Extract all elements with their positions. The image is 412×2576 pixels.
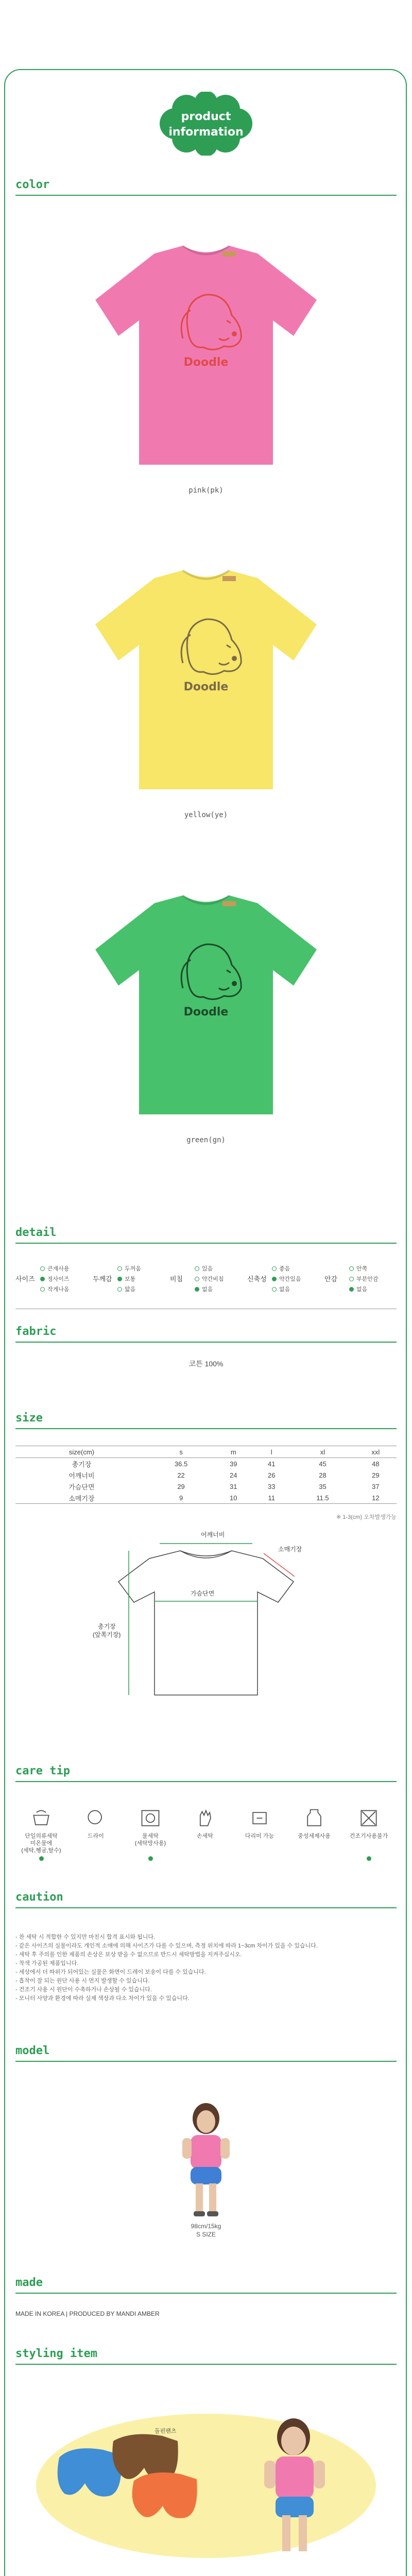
dry-clean-icon [84,1807,107,1829]
caution-item: - 세탁 후 주의를 인한 제품의 손상은 보상 받을 수 없으므로 반드시 세탁방법을 지켜주십시오. [15,1952,242,1958]
caution-list [15,1933,397,2003]
detail-option [117,1285,135,1293]
table-cell: 12 [372,1494,380,1502]
detail-head: 사이즈 [15,1275,35,1283]
option-dot [117,1277,122,1281]
care-item [70,1807,122,1854]
option-label: 약간있음 [279,1276,301,1282]
caution-item: - 착색 가공된 제품입니다. [15,1960,79,1967]
care-label: 단일의류세탁 미온물에 (세탁,헹굼,탈수) [21,1833,61,1854]
table-cell: 9 [179,1494,183,1502]
detail-option [272,1264,290,1273]
option-label: 작게나옴 [47,1286,70,1293]
styling-tag: 돌핀팬츠 [154,2428,177,2434]
measure-shoulder-label: 어깨너비 [201,1531,225,1538]
option-dot [272,1277,277,1281]
detail-option [117,1264,141,1273]
fabric-text: 코튼 100% [188,1360,224,1368]
detail-head: 두께감 [93,1275,112,1283]
table-cell: 11.5 [316,1494,329,1502]
product-information-badge [150,92,262,156]
section-rule [15,1243,397,1244]
option-dot [272,1287,277,1292]
caution-item: - 같은 사이즈의 실물이라도 개인적 소매에 의해 사이즈가 다를 수 있으며, 측정 위치에 따라 1~3cm 차이가 있을 수 있습니다. [15,1943,318,1949]
model-caption-1: 98cm/15kg [191,2223,221,2230]
table-header-cell: size(cm) [15,1446,148,1458]
detail-option [349,1264,367,1273]
table-cell: 41 [268,1460,276,1468]
caution-item: - 세상에서 더 따위가 되어있는 실물은 화면이 드레이 보송이 다를 수 있습니다. [15,1969,206,1975]
section-title-caution: caution [15,1891,63,1904]
section-title-care-tip: care tip [15,1765,70,1777]
care-label: 건조기사용불가 [349,1833,388,1839]
care-item [15,1807,67,1861]
detail-option [272,1285,290,1293]
hand-icon [194,1807,216,1829]
table-cell: 48 [372,1460,380,1468]
shirt-pink [77,233,335,475]
section-title-styling-item: styling item [15,2347,97,2360]
table-cell: 29 [177,1482,185,1490]
option-dot [195,1277,199,1281]
detail-head: 비침 [170,1275,183,1283]
table-header-cell: l [252,1446,290,1458]
section-rule [15,1907,397,1908]
option-dot [349,1266,354,1271]
shirt-print-text: Doodle [183,1006,229,1019]
no-dryer-icon [357,1807,380,1829]
detail-option [349,1275,379,1283]
styling-image [15,2380,397,2566]
table-cell: 24 [230,1471,237,1479]
color-label-yellow: yellow(ye) [184,811,228,819]
section-title-detail: detail [15,1226,57,1239]
table-header-cell: xl [290,1446,354,1458]
table-cell: 45 [319,1460,327,1468]
caution-item: - 흡착이 잘 되는 원단 사용 시 먼지 발생할 수 있습니다. [15,1978,150,1984]
shirt-print-text: Doodle [183,681,229,693]
measure-length-sublabel: (앞쪽기장) [93,1631,121,1638]
care-label: 물세탁 (세탁망사용) [134,1833,166,1846]
section-title-model: model [15,2044,50,2057]
shirt-green [77,883,335,1125]
detail-option [40,1275,70,1283]
shirt-body [95,570,317,789]
table-cell: 29 [372,1471,380,1479]
detail-head: 안감 [324,1275,338,1283]
color-label-green: green(gn) [186,1136,226,1144]
detail-option [117,1275,135,1283]
care-item [125,1807,176,1861]
section-rule [15,1781,397,1782]
iron-icon [248,1807,271,1829]
table-cell: 35 [319,1482,327,1490]
table-cell: 28 [319,1471,327,1479]
table-cell: 11 [268,1494,275,1502]
table-header-cell: xxl [355,1446,397,1458]
care-selected-dot [367,1856,371,1861]
option-label: 안쪽 [356,1266,368,1272]
option-label: 얇음 [125,1286,136,1293]
table-row [15,1492,397,1504]
size-note: ※ 1-3(cm) 오차발생가능 [336,1514,397,1520]
table-row [15,1458,397,1470]
table-header-cell: m [214,1446,252,1458]
option-label: 없음 [356,1286,368,1293]
hand-wash-icon [30,1807,53,1829]
made-text: MADE IN KOREA | PRODUCED BY MANDI AMBER [15,2310,160,2317]
model-caption-2: S SIZE [196,2231,216,2238]
section-rule [15,1342,397,1343]
table-cell: 총기장 [72,1460,92,1468]
table-cell: 소매기장 [68,1494,95,1502]
badge-line2: information [168,126,244,139]
detail-head: 신축성 [247,1275,267,1283]
detail-option [272,1275,301,1283]
option-label: 약간비침 [202,1276,224,1282]
option-dot [40,1277,45,1281]
section-rule [15,1428,397,1429]
care-label: 드라이 [88,1833,104,1839]
care-label: 손세탁 [197,1833,213,1839]
caution-item: - 모니터 사양과 환경에 따라 실제 색상과 다소 차이가 있을 수 있습니다. [15,1995,190,2002]
size-table [15,1446,397,1504]
table-cell: 31 [230,1482,237,1490]
table-header-cell: s [148,1446,214,1458]
section-title-size: size [15,1412,43,1425]
table-cell: 가슴단면 [68,1483,95,1491]
detail-option [195,1275,224,1283]
detergent-icon [303,1807,325,1829]
care-label: 중성세제사용 [298,1833,331,1839]
table-cell: 26 [268,1471,276,1479]
table-cell: 어깨너비 [68,1471,95,1480]
table-cell: 10 [230,1494,237,1502]
option-dot [195,1266,199,1271]
care-item [343,1807,394,1861]
section-title-made: made [15,2276,43,2289]
section-rule [15,2364,397,2365]
option-dot [40,1287,45,1292]
detail-option [195,1285,213,1293]
table-header-row [15,1446,397,1458]
measure-chest-label: 가슴단면 [191,1590,215,1597]
shirt-label-tag [222,576,236,581]
option-label: 좋음 [279,1266,290,1272]
section-title-color: color [15,178,50,191]
care-item [179,1807,231,1854]
option-dot [349,1277,354,1281]
care-label: 다리미 가능 [245,1833,274,1839]
option-label: 없음 [279,1286,290,1293]
model-photo [170,2097,242,2221]
option-label: 부분안감 [356,1276,379,1282]
option-label: 정사이즈 [47,1276,70,1282]
section-rule [15,2061,397,2062]
option-dot [117,1266,122,1271]
care-selected-dot [39,1856,44,1861]
shirt-yellow [77,557,335,800]
care-item [234,1807,285,1854]
option-label: 없음 [202,1286,213,1293]
caution-item: - 찬 세탁 시 적합한 수 있지만 마친시 합격 표시와 됩니다. [15,1934,156,1940]
care-item [288,1807,340,1854]
shirt-label-tag [222,251,236,257]
option-dot [195,1287,199,1292]
option-label: 있음 [202,1266,213,1272]
section-rule [15,195,397,196]
option-dot [40,1266,45,1271]
section-title-fabric: fabric [15,1325,57,1338]
shirt-label-tag [222,901,236,906]
measure-length-label: 총기장 [98,1623,116,1630]
dog-nose [232,656,237,661]
table-cell: 36.5 [174,1460,188,1468]
option-label: 큰재사용 [47,1266,70,1272]
table-row [15,1469,397,1481]
table-cell: 33 [268,1482,276,1490]
dog-nose [232,331,237,336]
dog-nose [232,981,237,986]
shirt-body [95,895,317,1114]
measure-sleeve-label: 소매기장 [278,1546,302,1553]
table-row [15,1481,397,1492]
machine-wash-icon [139,1807,162,1829]
detail-grid [15,1259,397,1302]
detail-option [40,1264,70,1273]
table-cell: 37 [372,1482,380,1490]
option-dot [349,1287,354,1292]
option-dot [117,1287,122,1292]
table-cell: 22 [177,1471,185,1479]
option-dot [272,1266,277,1271]
table-cell: 39 [230,1460,237,1468]
caution-item: - 건조기 사용 시 원단이 수축하거나 손상될 수 있습니다. [15,1987,152,1993]
detail-option [349,1285,367,1293]
detail-option [40,1285,70,1293]
option-label: 두꺼움 [125,1266,141,1272]
detail-option [195,1264,213,1273]
badge-line1: product [181,110,231,123]
care-selected-dot [148,1856,153,1861]
shirt-print-text: Doodle [183,356,229,369]
option-label: 보통 [125,1276,136,1282]
color-label-pink: pink(pk) [188,486,224,495]
section-rule [15,2293,397,2294]
shirt-body [95,246,317,465]
measure-diagram [82,1525,330,1716]
